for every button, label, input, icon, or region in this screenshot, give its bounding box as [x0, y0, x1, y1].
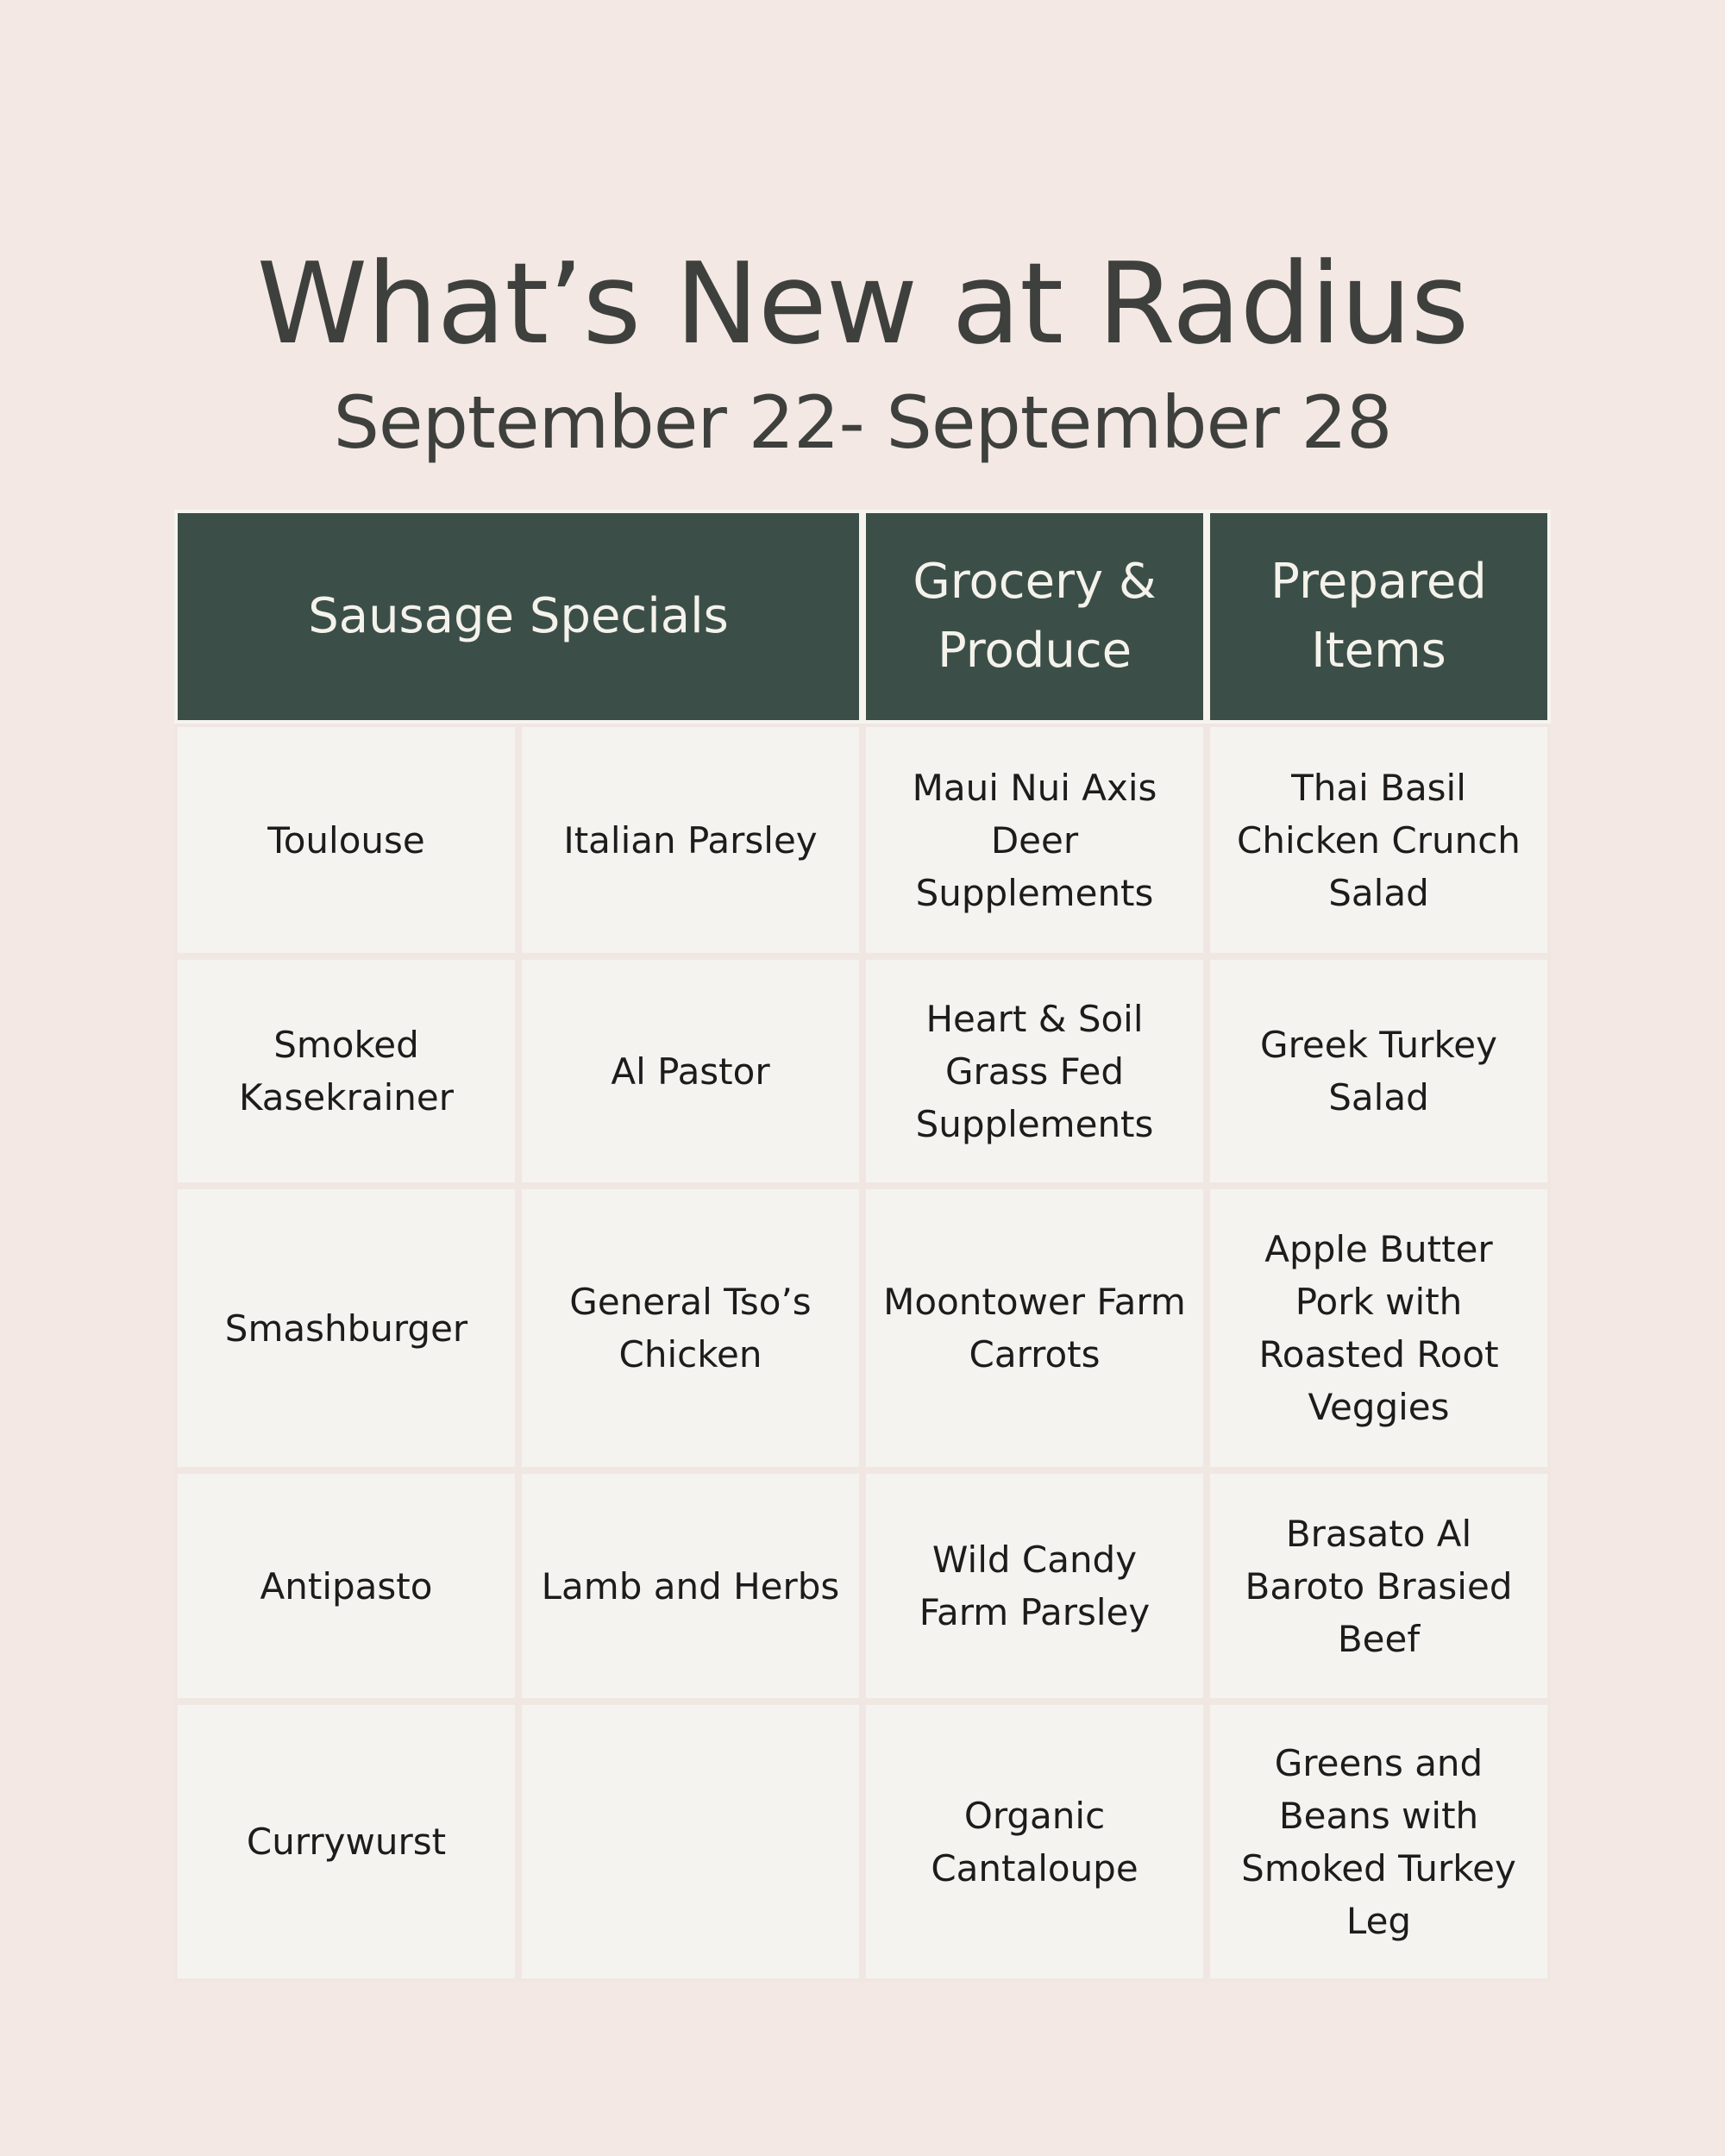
prepared-cell: Apple Butter Pork with Roasted Root Veggies — [1207, 1186, 1551, 1470]
sausage-cell: Smoked Kasekrainer — [174, 956, 518, 1186]
header-grocery-produce: Grocery & Produce — [862, 510, 1207, 724]
header-prepared-items: Prepared Items — [1207, 510, 1551, 724]
sausage-cell: Toulouse — [174, 724, 518, 956]
prepared-cell: Greek Turkey Salad — [1207, 956, 1551, 1186]
header-sausage-specials: Sausage Specials — [174, 510, 862, 724]
table-row — [174, 1702, 1551, 1982]
sausage-cell: Lamb and Herbs — [518, 1470, 862, 1702]
grocery-cell: Organic Cantaloupe — [862, 1702, 1207, 1982]
grocery-cell: Maui Nui Axis Deer Supplements — [862, 724, 1207, 956]
page-title: What’s New at Radius — [256, 238, 1469, 370]
prepared-cell: Brasato Al Baroto Brasied Beef — [1207, 1470, 1551, 1702]
sausage-cell — [518, 1702, 862, 1982]
sausage-cell: Italian Parsley — [518, 724, 862, 956]
sausage-cell: Antipasto — [174, 1470, 518, 1702]
grocery-cell: Heart & Soil Grass Fed Supplements — [862, 956, 1207, 1186]
grocery-cell: Moontower Farm Carrots — [862, 1186, 1207, 1470]
sausage-cell: General Tso’s Chicken — [518, 1186, 862, 1470]
prepared-cell: Thai Basil Chicken Crunch Salad — [1207, 724, 1551, 956]
prepared-cell: Greens and Beans with Smoked Turkey Leg — [1207, 1702, 1551, 1982]
sausage-cell: Currywurst — [174, 1702, 518, 1982]
table-row — [174, 1470, 1551, 1702]
grocery-cell: Wild Candy Farm Parsley — [862, 1470, 1207, 1702]
table-row — [174, 956, 1551, 1186]
sausage-cell: Smashburger — [174, 1186, 518, 1470]
date-range: September 22- September 28 — [333, 379, 1392, 465]
sausage-cell: Al Pastor — [518, 956, 862, 1186]
specials-table — [174, 510, 1551, 1982]
table-row — [174, 1186, 1551, 1470]
table-header-row — [174, 510, 1551, 724]
table-row — [174, 724, 1551, 956]
